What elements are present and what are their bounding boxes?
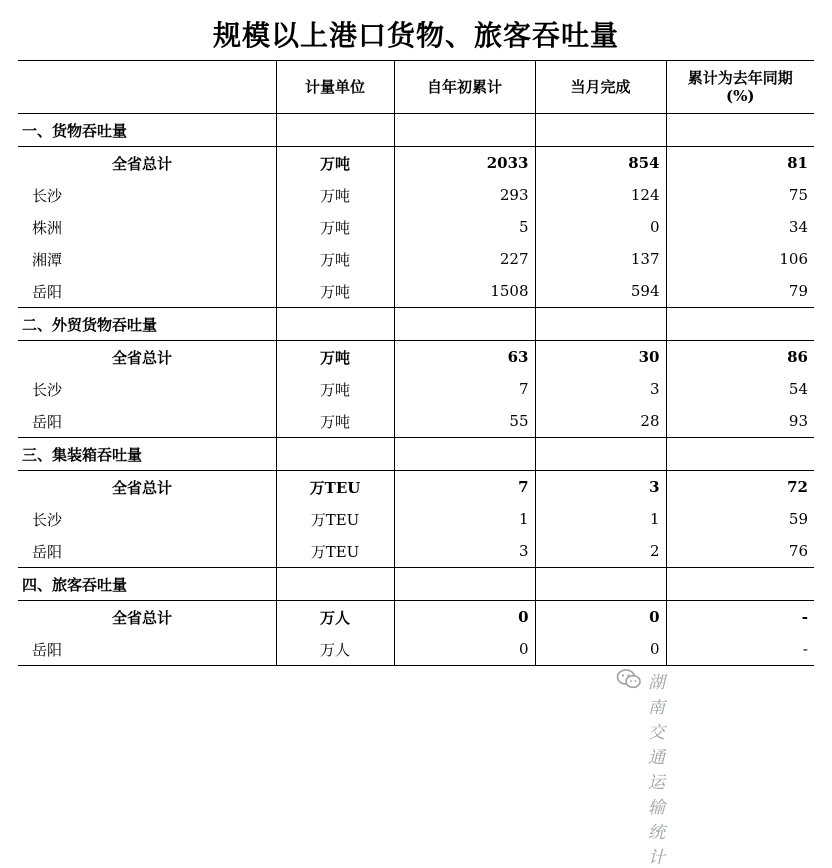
empty-cell bbox=[666, 568, 814, 601]
empty-cell bbox=[394, 308, 535, 341]
month-cell: 594 bbox=[535, 275, 666, 308]
ratio-cell: 76 bbox=[666, 535, 814, 568]
empty-cell bbox=[394, 438, 535, 471]
table-row bbox=[18, 243, 814, 275]
table-row bbox=[18, 211, 814, 243]
unit-cell: 万吨 bbox=[276, 243, 394, 275]
month-cell: 28 bbox=[535, 405, 666, 438]
wechat-icon bbox=[616, 668, 642, 690]
port-throughput-table bbox=[18, 60, 814, 666]
header-month: 当月完成 bbox=[535, 61, 666, 114]
section-title: 二、外贸货物吞吐量 bbox=[18, 308, 276, 341]
empty-cell bbox=[276, 568, 394, 601]
empty-cell bbox=[666, 438, 814, 471]
unit-cell: 万TEU bbox=[276, 535, 394, 568]
cumulative-cell: 0 bbox=[394, 633, 535, 666]
section-header-row bbox=[18, 308, 814, 341]
table-row bbox=[18, 503, 814, 535]
empty-cell bbox=[535, 438, 666, 471]
section-title: 四、旅客吞吐量 bbox=[18, 568, 276, 601]
header-ratio-line1: 累计为去年同期 bbox=[687, 69, 793, 87]
header-unit: 计量单位 bbox=[276, 61, 394, 114]
table-row bbox=[18, 373, 814, 405]
month-cell: 0 bbox=[535, 601, 666, 634]
cumulative-cell: 63 bbox=[394, 341, 535, 374]
unit-cell: 万吨 bbox=[276, 373, 394, 405]
header-name bbox=[18, 61, 276, 114]
cumulative-cell: 293 bbox=[394, 179, 535, 211]
unit-cell: 万TEU bbox=[276, 503, 394, 535]
header-ratio-line2: (%) bbox=[726, 87, 755, 105]
ratio-cell: 75 bbox=[666, 179, 814, 211]
region-name: 湘潭 bbox=[18, 243, 276, 275]
month-cell: 0 bbox=[535, 633, 666, 666]
region-name: 株洲 bbox=[18, 211, 276, 243]
region-name: 岳阳 bbox=[18, 535, 276, 568]
cumulative-cell: 3 bbox=[394, 535, 535, 568]
month-cell: 1 bbox=[535, 503, 666, 535]
cumulative-cell: 227 bbox=[394, 243, 535, 275]
unit-cell: 万人 bbox=[276, 633, 394, 666]
unit-cell: 万人 bbox=[276, 601, 394, 634]
ratio-cell: - bbox=[666, 633, 814, 666]
unit-cell: 万吨 bbox=[276, 147, 394, 180]
ratio-cell: 72 bbox=[666, 471, 814, 504]
month-cell: 30 bbox=[535, 341, 666, 374]
table-header-row bbox=[18, 61, 814, 114]
cumulative-cell: 2033 bbox=[394, 147, 535, 180]
month-cell: 137 bbox=[535, 243, 666, 275]
empty-cell bbox=[276, 438, 394, 471]
ratio-cell: 34 bbox=[666, 211, 814, 243]
ratio-cell: - bbox=[666, 601, 814, 634]
region-name: 长沙 bbox=[18, 373, 276, 405]
region-name: 岳阳 bbox=[18, 405, 276, 438]
cumulative-cell: 0 bbox=[394, 601, 535, 634]
table-row bbox=[18, 275, 814, 308]
ratio-cell: 81 bbox=[666, 147, 814, 180]
section-title: 一、货物吞吐量 bbox=[18, 114, 276, 147]
unit-cell: 万吨 bbox=[276, 341, 394, 374]
month-cell: 854 bbox=[535, 147, 666, 180]
region-name: 长沙 bbox=[18, 179, 276, 211]
total-row bbox=[18, 147, 814, 180]
empty-cell bbox=[394, 114, 535, 147]
unit-cell: 万TEU bbox=[276, 471, 394, 504]
ratio-cell: 93 bbox=[666, 405, 814, 438]
empty-cell bbox=[276, 308, 394, 341]
empty-cell bbox=[394, 568, 535, 601]
empty-cell bbox=[666, 114, 814, 147]
unit-cell: 万吨 bbox=[276, 405, 394, 438]
month-cell: 0 bbox=[535, 211, 666, 243]
empty-cell bbox=[535, 308, 666, 341]
empty-cell bbox=[535, 114, 666, 147]
cumulative-cell: 1508 bbox=[394, 275, 535, 308]
table-row bbox=[18, 405, 814, 438]
empty-cell bbox=[666, 308, 814, 341]
region-name: 全省总计 bbox=[18, 471, 276, 504]
cumulative-cell: 55 bbox=[394, 405, 535, 438]
unit-cell: 万吨 bbox=[276, 179, 394, 211]
cumulative-cell: 1 bbox=[394, 503, 535, 535]
section-title: 三、集装箱吞吐量 bbox=[18, 438, 276, 471]
header-ratio bbox=[666, 61, 814, 114]
total-row bbox=[18, 601, 814, 634]
region-name: 岳阳 bbox=[18, 275, 276, 308]
cumulative-cell: 5 bbox=[394, 211, 535, 243]
watermark-text: 湖南交通运输统计 bbox=[648, 673, 666, 868]
cumulative-cell: 7 bbox=[394, 471, 535, 504]
table-row bbox=[18, 179, 814, 211]
page-title: 规模以上港口货物、旅客吞吐量 bbox=[212, 19, 619, 52]
month-cell: 2 bbox=[535, 535, 666, 568]
total-row bbox=[18, 471, 814, 504]
section-header-row bbox=[18, 438, 814, 471]
empty-cell bbox=[535, 568, 666, 601]
cumulative-cell: 7 bbox=[394, 373, 535, 405]
region-name: 全省总计 bbox=[18, 601, 276, 634]
empty-cell bbox=[276, 114, 394, 147]
region-name: 岳阳 bbox=[18, 633, 276, 666]
month-cell: 3 bbox=[535, 373, 666, 405]
total-row bbox=[18, 341, 814, 374]
unit-cell: 万吨 bbox=[276, 275, 394, 308]
month-cell: 124 bbox=[535, 179, 666, 211]
ratio-cell: 79 bbox=[666, 275, 814, 308]
ratio-cell: 54 bbox=[666, 373, 814, 405]
ratio-cell: 59 bbox=[666, 503, 814, 535]
table-row bbox=[18, 633, 814, 666]
table-row bbox=[18, 535, 814, 568]
section-header-row bbox=[18, 114, 814, 147]
region-name: 全省总计 bbox=[18, 147, 276, 180]
region-name: 长沙 bbox=[18, 503, 276, 535]
section-header-row bbox=[18, 568, 814, 601]
month-cell: 3 bbox=[535, 471, 666, 504]
ratio-cell: 106 bbox=[666, 243, 814, 275]
unit-cell: 万吨 bbox=[276, 211, 394, 243]
region-name: 全省总计 bbox=[18, 341, 276, 374]
header-cumulative: 自年初累计 bbox=[394, 61, 535, 114]
ratio-cell: 86 bbox=[666, 341, 814, 374]
